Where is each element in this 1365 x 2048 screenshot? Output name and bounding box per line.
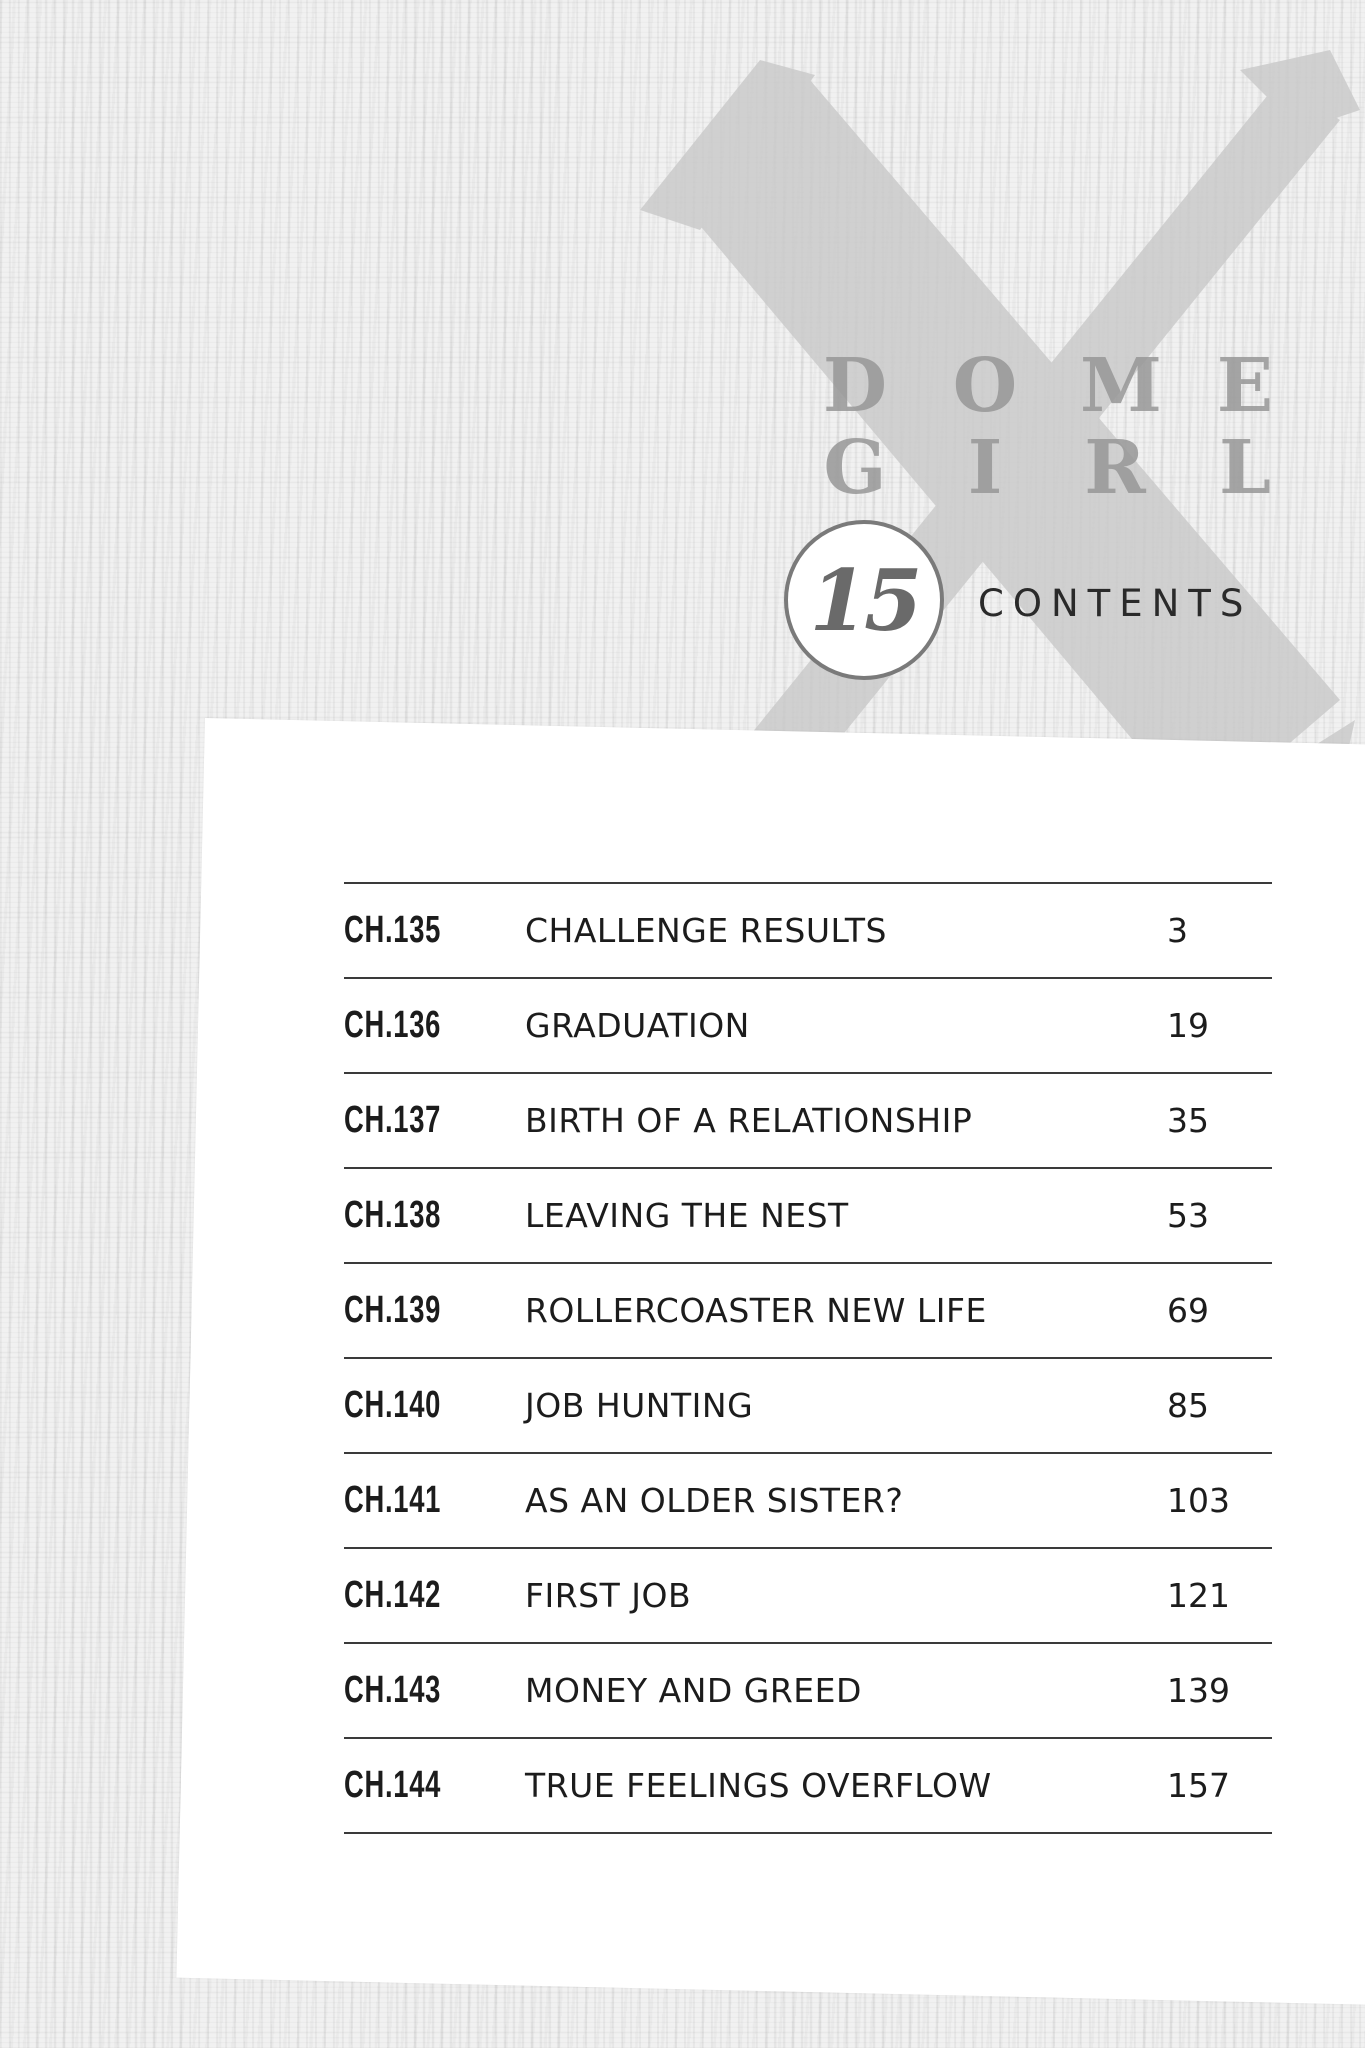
page-number: 157 xyxy=(1167,1766,1230,1805)
page-number: 3 xyxy=(1167,911,1188,950)
chapter-title: TRUE FEELINGS OVERFLOW xyxy=(525,1766,992,1805)
contents-heading: CONTENTS xyxy=(978,582,1253,625)
logo-letter: L xyxy=(1218,425,1272,511)
volume-badge xyxy=(784,520,944,680)
chapter-number: CH.136 xyxy=(344,1004,442,1046)
logo-row-dome xyxy=(820,345,1280,427)
toc-row[interactable] xyxy=(344,1739,1272,1834)
page-number: 19 xyxy=(1167,1006,1209,1045)
logo-letter: M xyxy=(1080,343,1162,429)
toc-row[interactable] xyxy=(344,1454,1272,1549)
logo-letter: E xyxy=(1216,343,1274,429)
chapter-title: ROLLERCOASTER NEW LIFE xyxy=(525,1291,987,1330)
chapter-number: CH.138 xyxy=(344,1194,442,1236)
chapter-title: LEAVING THE NEST xyxy=(525,1196,849,1235)
chapter-title: FIRST JOB xyxy=(525,1576,692,1615)
page-number: 69 xyxy=(1167,1291,1209,1330)
chapter-title: CHALLENGE RESULTS xyxy=(525,911,887,950)
chapter-number: CH.140 xyxy=(344,1384,442,1426)
chapter-number: CH.135 xyxy=(344,909,442,951)
chapter-number: CH.139 xyxy=(344,1289,442,1331)
series-logo xyxy=(820,345,1280,509)
logo-letter: I xyxy=(967,425,1003,511)
toc-row[interactable] xyxy=(344,1644,1272,1739)
toc-row[interactable] xyxy=(344,979,1272,1074)
page-number: 139 xyxy=(1167,1671,1230,1710)
chapter-number: CH.137 xyxy=(344,1099,442,1141)
logo-letter: D xyxy=(822,343,888,429)
page-number: 53 xyxy=(1167,1196,1209,1235)
toc-row[interactable] xyxy=(344,1359,1272,1454)
chapter-title: BIRTH OF A RELATIONSHIP xyxy=(525,1101,973,1140)
logo-row-girl xyxy=(820,427,1280,509)
logo-letter: R xyxy=(1084,425,1146,511)
page-number: 35 xyxy=(1167,1101,1209,1140)
table-of-contents xyxy=(344,882,1272,1834)
chapter-title: JOB HUNTING xyxy=(525,1386,754,1425)
toc-row[interactable] xyxy=(344,1169,1272,1264)
logo-letter: G xyxy=(823,425,887,511)
chapter-number: CH.144 xyxy=(344,1764,442,1806)
toc-row[interactable] xyxy=(344,1549,1272,1644)
chapter-number: CH.141 xyxy=(344,1479,442,1521)
volume-number: 15 xyxy=(809,550,919,650)
toc-row[interactable] xyxy=(344,1074,1272,1169)
chapter-title: GRADUATION xyxy=(525,1006,750,1045)
toc-row[interactable] xyxy=(344,1264,1272,1359)
page-number: 121 xyxy=(1167,1576,1230,1615)
chapter-number: CH.142 xyxy=(344,1574,442,1616)
toc-row[interactable] xyxy=(344,884,1272,979)
chapter-title: AS AN OLDER SISTER? xyxy=(525,1481,904,1520)
page-number: 103 xyxy=(1167,1481,1230,1520)
logo-letter: O xyxy=(952,343,1018,429)
page-number: 85 xyxy=(1167,1386,1209,1425)
chapter-number: CH.143 xyxy=(344,1669,442,1711)
chapter-title: MONEY AND GREED xyxy=(525,1671,862,1710)
